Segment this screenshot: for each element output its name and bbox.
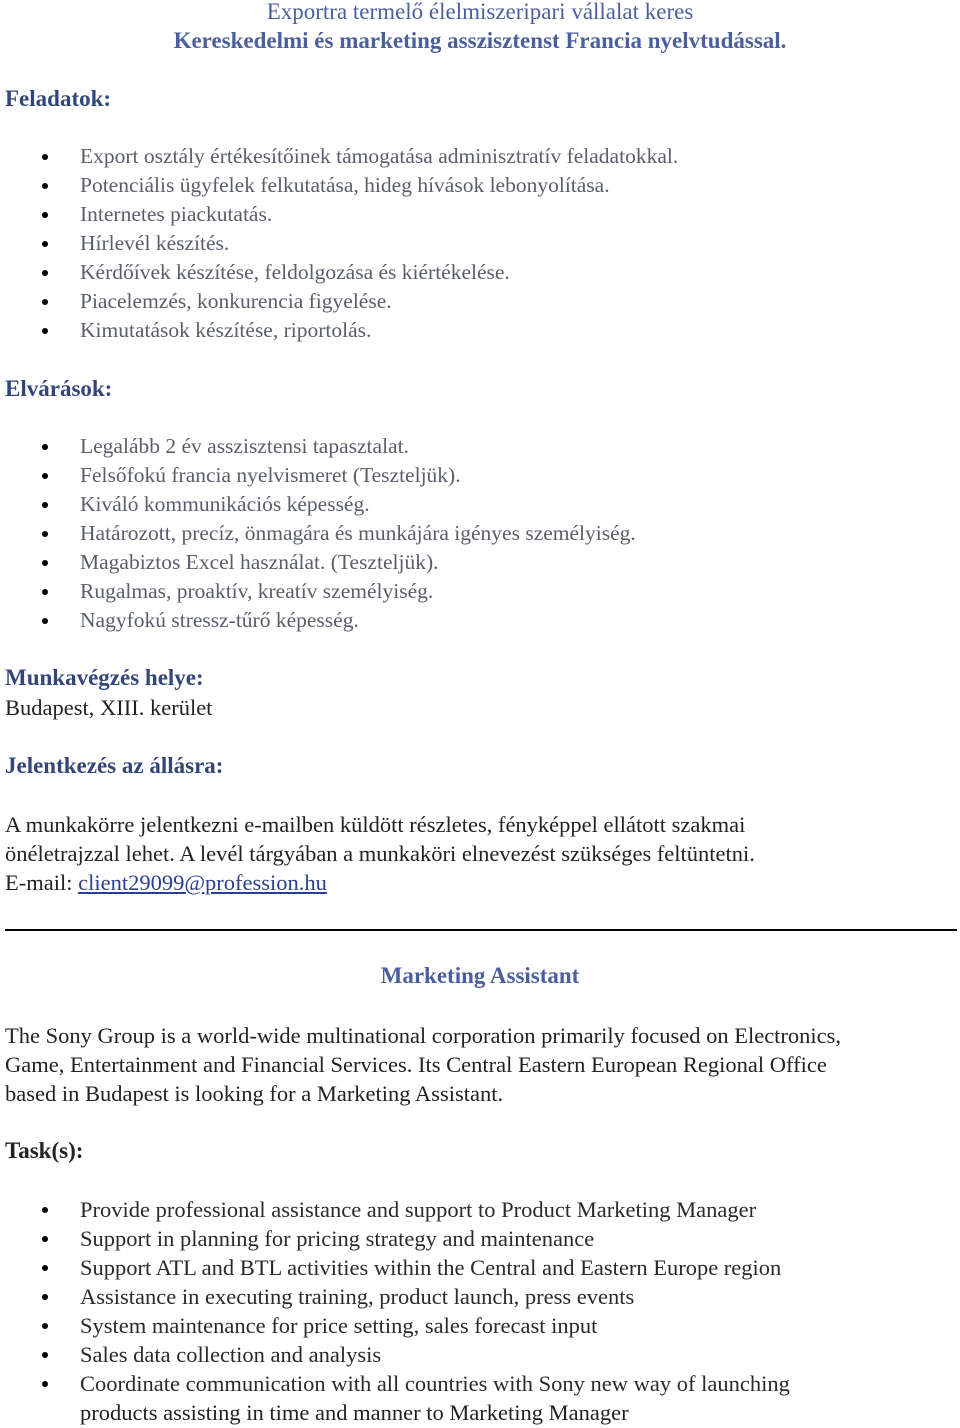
intro-text-line: based in Budapest is looking for a Marketing Assistant. <box>5 1081 504 1106</box>
elvarasok-list <box>0 432 636 635</box>
header-company-line: Exportra termelő élelmiszeripari vállalat keres <box>266 0 694 24</box>
list-item: Magabiztos Excel használat. (Teszteljük). <box>0 548 636 577</box>
list-item: Kimutatások készítése, riportolás. <box>0 316 678 345</box>
list-item: Felsőfokú francia nyelvismeret (Teszteljük). <box>0 461 636 490</box>
list-item: Internetes piackutatás. <box>0 200 678 229</box>
feladatok-list <box>0 142 678 345</box>
list-item: Legalább 2 év asszisztensi tapasztalat. <box>0 432 636 461</box>
elvarasok-heading: Elvárások: <box>5 376 113 401</box>
tasks-heading: Task(s): <box>5 1138 84 1163</box>
list-item: Provide professional assistance and support to Product Marketing Manager <box>0 1195 790 1224</box>
marketing-title: Marketing Assistant <box>380 963 580 988</box>
munkavegzes-heading: Munkavégzés helye: <box>5 665 204 690</box>
list-item: Support in planning for pricing strategy and maintenance <box>0 1224 790 1253</box>
intro-text-line: Game, Entertainment and Financial Services. Its Central Eastern European Regional Office <box>5 1052 827 1077</box>
list-item: Coordinate communication with all countries with Sony new way of launching <box>0 1369 790 1398</box>
list-item: Export osztály értékesítőinek támogatása adminisztratív feladatokkal. <box>0 142 678 171</box>
jelentkezes-heading: Jelentkezés az állásra: <box>5 753 224 778</box>
list-item: Sales data collection and analysis <box>0 1340 790 1369</box>
header-position-line: Kereskedelmi és marketing asszisztenst Francia nyelvtudással. <box>173 28 787 53</box>
email-label: E-mail: <box>5 870 79 895</box>
section-divider <box>5 929 957 931</box>
list-item: Support ATL and BTL activities within the Central and Eastern Europe region <box>0 1253 790 1282</box>
email-line <box>5 868 327 897</box>
tasks-list <box>0 1195 790 1398</box>
application-text-line: A munkakörre jelentkezni e-mailben küldött részletes, fényképpel ellátott szakmai <box>5 812 746 837</box>
work-location: Budapest, XIII. kerület <box>5 695 213 720</box>
list-item: Potenciális ügyfelek felkutatása, hideg hívások lebonyolítása. <box>0 171 678 200</box>
list-item: Piacelemzés, konkurencia figyelése. <box>0 287 678 316</box>
list-item: Rugalmas, proaktív, kreatív személyiség. <box>0 577 636 606</box>
feladatok-heading: Feladatok: <box>5 86 112 111</box>
application-text-line: önéletrajzzal lehet. A levél tárgyában a munkaköri elnevezést szükséges feltüntetni. <box>5 841 755 866</box>
intro-text-line: The Sony Group is a world-wide multinational corporation primarily focused on Electronics, <box>5 1023 842 1048</box>
list-item: Határozott, precíz, önmagára és munkájára igényes személyiség. <box>0 519 636 548</box>
list-item: Kérdőívek készítése, feldolgozása és kiértékelése. <box>0 258 678 287</box>
list-item: Kiváló kommunikációs képesség. <box>0 490 636 519</box>
list-item: Assistance in executing training, product launch, press events <box>0 1282 790 1311</box>
email-link[interactable]: client29099@profession.hu <box>78 870 327 895</box>
list-item: Nagyfokú stressz-tűrő képesség. <box>0 606 636 635</box>
task-continuation: products assisting in time and manner to Marketing Manager <box>80 1400 629 1425</box>
list-item: Hírlevél készítés. <box>0 229 678 258</box>
list-item: System maintenance for price setting, sales forecast input <box>0 1311 790 1340</box>
